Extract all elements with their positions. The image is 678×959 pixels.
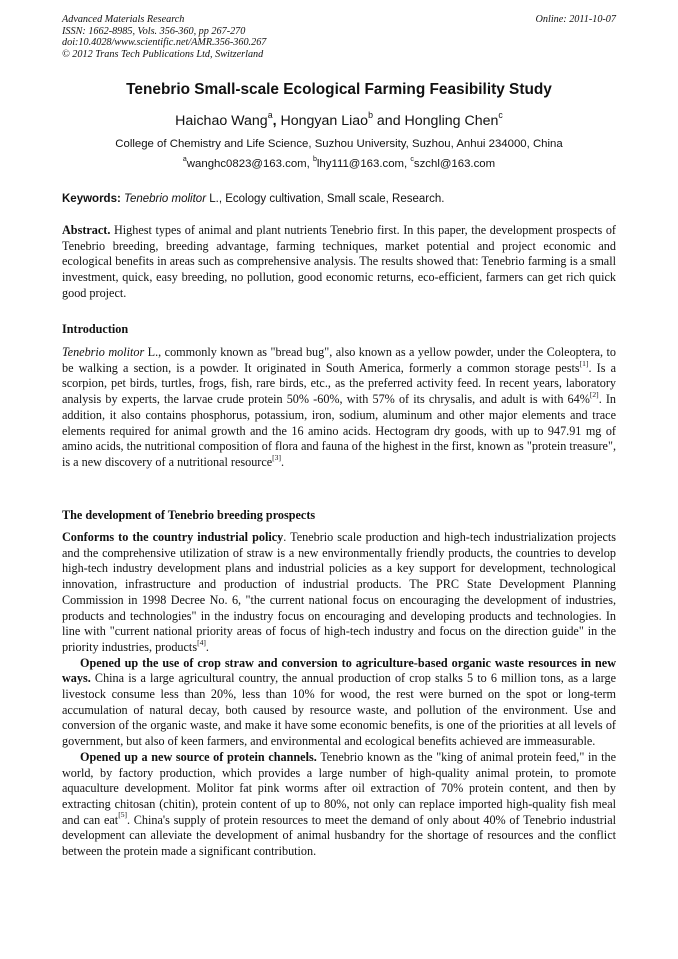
paragraph-text: . <box>205 639 209 654</box>
issn-line: ISSN: 1662-8985, Vols. 356-360, pp 267-270 <box>62 25 246 37</box>
citation-ref: [2] <box>589 389 599 399</box>
paragraph <box>62 530 616 656</box>
journal-header <box>62 14 616 60</box>
author-marker: c <box>498 109 503 120</box>
author-separator: and <box>372 113 405 129</box>
author-line <box>0 109 678 129</box>
email-address: lhy111@163.com, <box>316 158 411 170</box>
section-heading-development: The development of Tenebrio breeding prospects <box>62 508 316 522</box>
paragraph-text: Tenebrio known as the "king of animal protein feed," in the world, by factory production, which provides a large number of high-quality animal protein, to promote aquaculture development. Molitor fat pink worms after oil extraction of 70% protein content, and then by extracting chitosan (chitin), protein content of up to 80%, not only can replace imported high-quality fish meal and can eat <box>62 749 616 827</box>
email-marker: b <box>312 156 317 164</box>
online-date: Online: 2011-10-07 <box>535 14 616 25</box>
keywords-label: Keywords: <box>62 193 121 205</box>
paragraph <box>62 750 616 860</box>
author-name: Hongling Chen <box>404 113 499 129</box>
paragraph-text: China is a large agricultural country, the annual production of crop stalks 5 to 6 million tons, as a large livestock consume less than 20%, less than 10% for wood, the rest were burned on the spot or long-term accumulation of natural decay, both caused by resource waste, and pollution of the environment. Use and conversion of the organic waste, and make it have some economic benefits, is one of the priorities at all levels of government, but also of keen farmers, and environmental and ecological benefits achieved are immeasurable. <box>62 671 616 749</box>
email-line <box>0 158 678 170</box>
citation-ref: [3] <box>272 452 281 462</box>
citation-ref: [4] <box>197 637 206 647</box>
paper-title: Tenebrio Small-scale Ecological Farming Feasibility Study <box>126 81 552 98</box>
abstract <box>62 223 616 302</box>
paragraph-text: . Tenebrio scale production and high-tech industrialization projects and the comprehensive utilization of straw is a new environmentally friendly products, the countries to develop high-tech industry development plans and industrial policies as a key support for development, technological innovation, infrastructure and production of industrial products. The PRC State Development Planning Commission in 1998 Decree No. 6, "the current national focus on encouraging the development of industries, products and technologies" in the industry focus on encouraging and developing products and technologies. In line with "current national priority areas of focus of high-tech industry and focus on the direction guide" in the priority industries, products <box>62 530 616 654</box>
keywords-species: Tenebrio molitor <box>124 193 207 205</box>
author-separator: , <box>272 113 281 129</box>
keywords-list: L., Ecology cultivation, Small scale, Research. <box>206 193 445 205</box>
intro-text: . Is a scorpion, pet birds, turtles, frogs, fish, rare birds, etc., as the preferred activity feed. In recent years, laboratory analysis by experts, the larvae crude protein 50% -60%, with 57% of its chrysalis, and adult is with 64% <box>62 360 616 407</box>
email-marker: c <box>410 156 414 164</box>
author-marker: b <box>368 109 373 120</box>
abstract-label: Abstract. <box>62 223 111 237</box>
email-marker: a <box>182 156 187 164</box>
email-address: szchl@163.com <box>413 158 496 170</box>
paragraph-lead: Opened up a new source of protein channels. <box>80 749 317 764</box>
abstract-text: Highest types of animal and plant nutrients Tenebrio first. In this paper, the development prospects of Tenebrio breeding, breeding advantage, farming techniques, market potential and project economic and ecological benefits in areas such as comprehensive analysis. The results showed that: Tenebrio farming is a small investment, quick, easy breeding, no pollution, good economic returns, eco-efficient, farmers can get rich quick good project. <box>62 223 616 300</box>
copyright-line: © 2012 Trans Tech Publications Ltd, Switzerland <box>62 48 264 60</box>
doi-line: doi:10.4028/www.scientific.net/AMR.356-360.267 <box>62 37 267 48</box>
paragraph-text: . China's supply of protein resources to meet the demand of only about 40% of Tenebrio industrial development can alleviate the development of animal husbandry for the shortage of resources and the conflict between the protein made a significant contribution. <box>62 812 616 859</box>
paragraph <box>62 656 616 750</box>
species-name: Tenebrio molitor <box>62 345 145 359</box>
journal-name: Advanced Materials Research <box>62 14 185 25</box>
keywords <box>62 193 616 205</box>
affiliation: College of Chemistry and Life Science, Suzhou University, Suzhou, Anhui 234000, China <box>115 138 563 150</box>
intro-text: . In addition, it also contains phosphorus, potassium, iron, sodium, aluminum and other major elements and trace elements required for animal growth and the 16 amino acids. Hectogram dry goods, with up to 947.91 mg of amino acids, the nutritional composition of flora and fauna of the highest in the first, known as "protein treasure", is a new discovery of a nutritional resource <box>62 392 616 469</box>
development-section <box>62 530 616 860</box>
paragraph-lead: Opened up the use of crop straw and conversion to agriculture-based organic waste resources in new ways. <box>62 655 616 686</box>
section-heading-introduction: Introduction <box>62 322 129 336</box>
intro-text: . <box>280 454 285 469</box>
paragraph-lead: Conforms to the country industrial policy <box>62 530 284 544</box>
citation-ref: [1] <box>579 358 589 368</box>
author-name: Haichao Wang <box>175 113 268 129</box>
introduction-paragraph <box>62 345 616 471</box>
intro-text: L., commonly known as "bread bug", also known as a yellow powder, under the Coleoptera, to be walking a section, is a powder. It originated in South America, formerly a common storage pests <box>62 345 617 375</box>
email-address: wanghc0823@163.com, <box>186 158 313 170</box>
author-marker: a <box>267 109 273 120</box>
author-name: Hongyan Liao <box>280 113 369 129</box>
citation-ref: [5] <box>118 810 127 820</box>
